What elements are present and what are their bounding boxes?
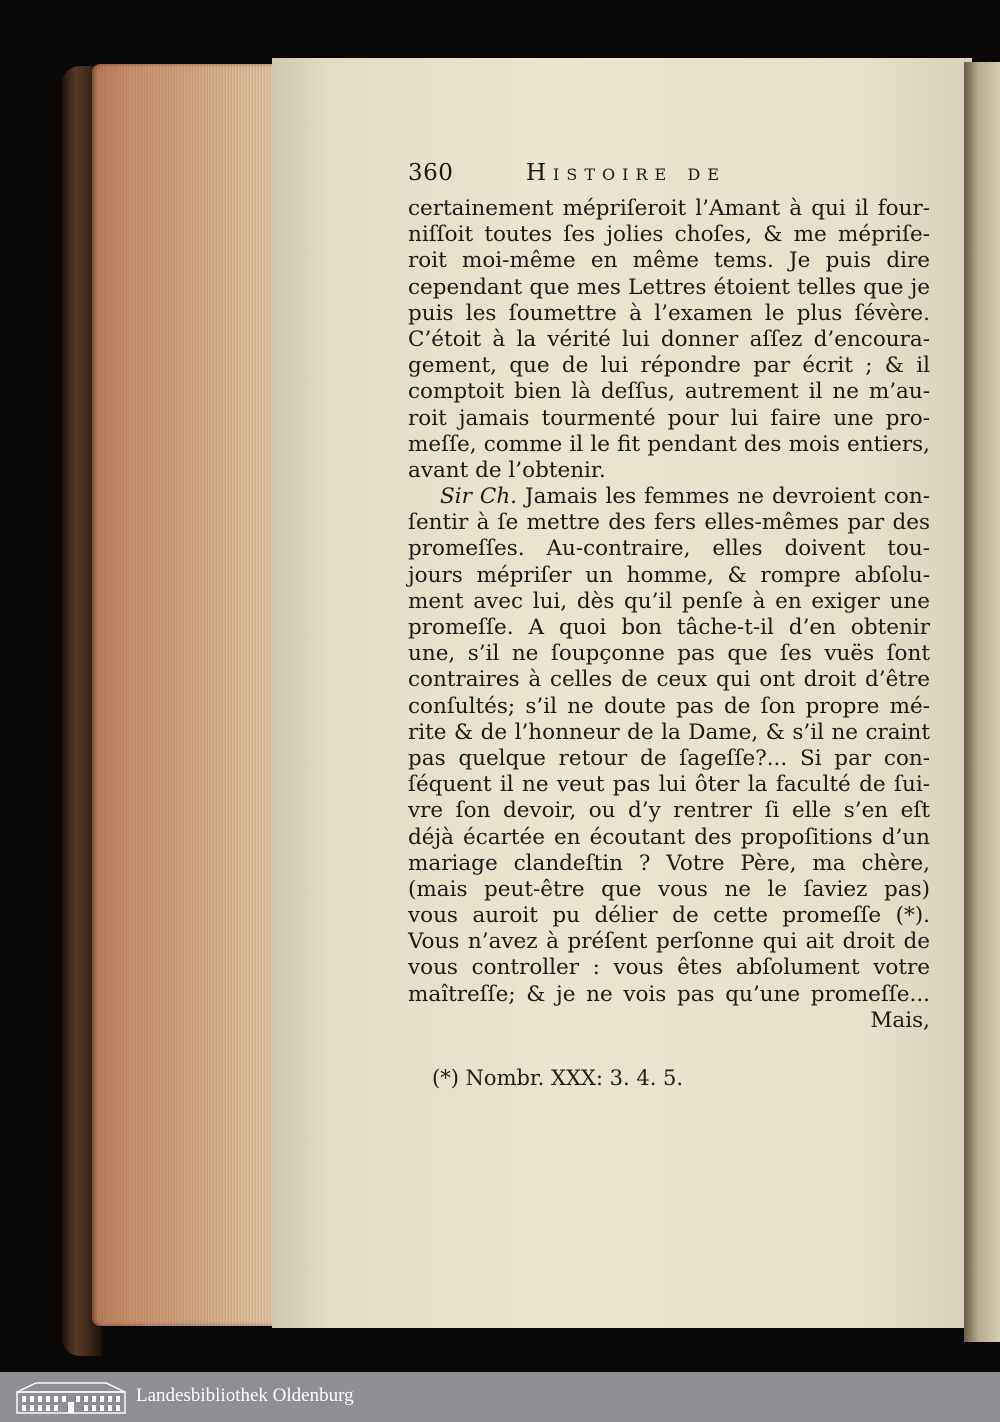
text-line: C’étoit à la vérité lui donner aſſez d’encoura-	[408, 326, 930, 352]
text-line: cependant que mes Lettres étoient telles que je	[408, 274, 930, 300]
text-line: ſéquent il ne veut pas lui ôter la faculté de ſui-	[408, 772, 930, 798]
text-line: vre ſon devoir, ou d’y rentrer ſi elle s’en eſt	[408, 798, 930, 824]
text-line: avant de l’obtenir.	[408, 457, 606, 483]
facing-page	[964, 62, 1000, 1342]
running-title: Histoire de	[526, 160, 726, 186]
library-name: Landesbibliothek Oldenburg	[136, 1385, 354, 1406]
text-line: (mais peut-être que vous ne le ſaviez pas)	[408, 876, 930, 902]
text-line: conſultés; s’il ne doute pas de ſon propre mé-	[408, 693, 930, 719]
catchword: Mais,	[870, 1007, 930, 1033]
text-line: niſſoit toutes ſes jolies choſes, & me mépriſe-	[408, 222, 930, 248]
text-line: contraires à celles de ceux qui ont droit d’être	[408, 667, 930, 693]
footnote: (*) Nombr. XXX: 3. 4. 5.	[432, 1066, 684, 1090]
text-line: certainement mépriſeroit l’Amant à qui il four-	[408, 196, 930, 221]
text-line: roit moi-même en même tems. Je puis dire	[408, 248, 930, 274]
text-line: puis les ſoumettre à l’examen le plus ſévère.	[408, 300, 930, 326]
text-line: rite & de l’honneur de la Dame, & s’il ne craint	[408, 719, 930, 745]
running-head	[408, 160, 930, 196]
text-line: ment avec lui, dès qu’il penſe à en exiger une	[408, 588, 930, 614]
text-line: promeſſe. A quoi bon tâche-t-il d’en obtenir	[408, 615, 930, 640]
body-paragraph	[408, 196, 930, 484]
text-line: Vous n’avez à préſent perſonne qui ait droit de	[408, 929, 930, 955]
library-building-logo-icon	[16, 1380, 126, 1414]
page-text	[408, 160, 930, 1034]
page-edges	[92, 64, 276, 1326]
text-line: vous auroit pu délier de cette promeſſe (*).	[408, 903, 930, 929]
footer-bar	[0, 1372, 1000, 1422]
page-number: 360	[408, 160, 454, 186]
speaker-name: Sir Ch.	[440, 484, 518, 510]
text-line: meſſe, comme il le fit pendant des mois entiers,	[408, 431, 930, 457]
text-line: gement, que de lui répondre par écrit ; & il	[408, 353, 930, 379]
text-line: jours mépriſer un homme, & rompre abſolu-	[408, 562, 930, 588]
speech-first-line: Jamais les femmes ne devroient con-	[525, 484, 930, 510]
text-line: déjà écartée en écoutant des propoſitions d’un	[408, 824, 930, 850]
text-line: roit jamais tourmenté pour lui faire une pro-	[408, 405, 930, 431]
text-line	[408, 484, 930, 510]
text-line: promeſſes. Au-contraire, elles doivent tou-	[408, 536, 930, 562]
text-line: une, s’il ne ſoupçonne pas que ſes vuës ſont	[408, 641, 930, 667]
text-line: comptoit bien là deſſus, autrement il ne m’au-	[408, 379, 930, 405]
text-line: mariage clandeſtin ? Votre Père, ma chère,	[408, 850, 930, 876]
text-line: pas quelque retour de ſageſſe?... Si par con-	[408, 745, 930, 771]
text-line: ſentir à ſe mettre des fers elles-mêmes par des	[408, 510, 930, 536]
text-line: maîtreſſe; & je ne vois pas qu’une promeſſe...	[408, 981, 930, 1007]
text-line: vous controller : vous êtes abſolument votre	[408, 955, 930, 981]
dialogue-paragraph	[408, 484, 930, 1008]
